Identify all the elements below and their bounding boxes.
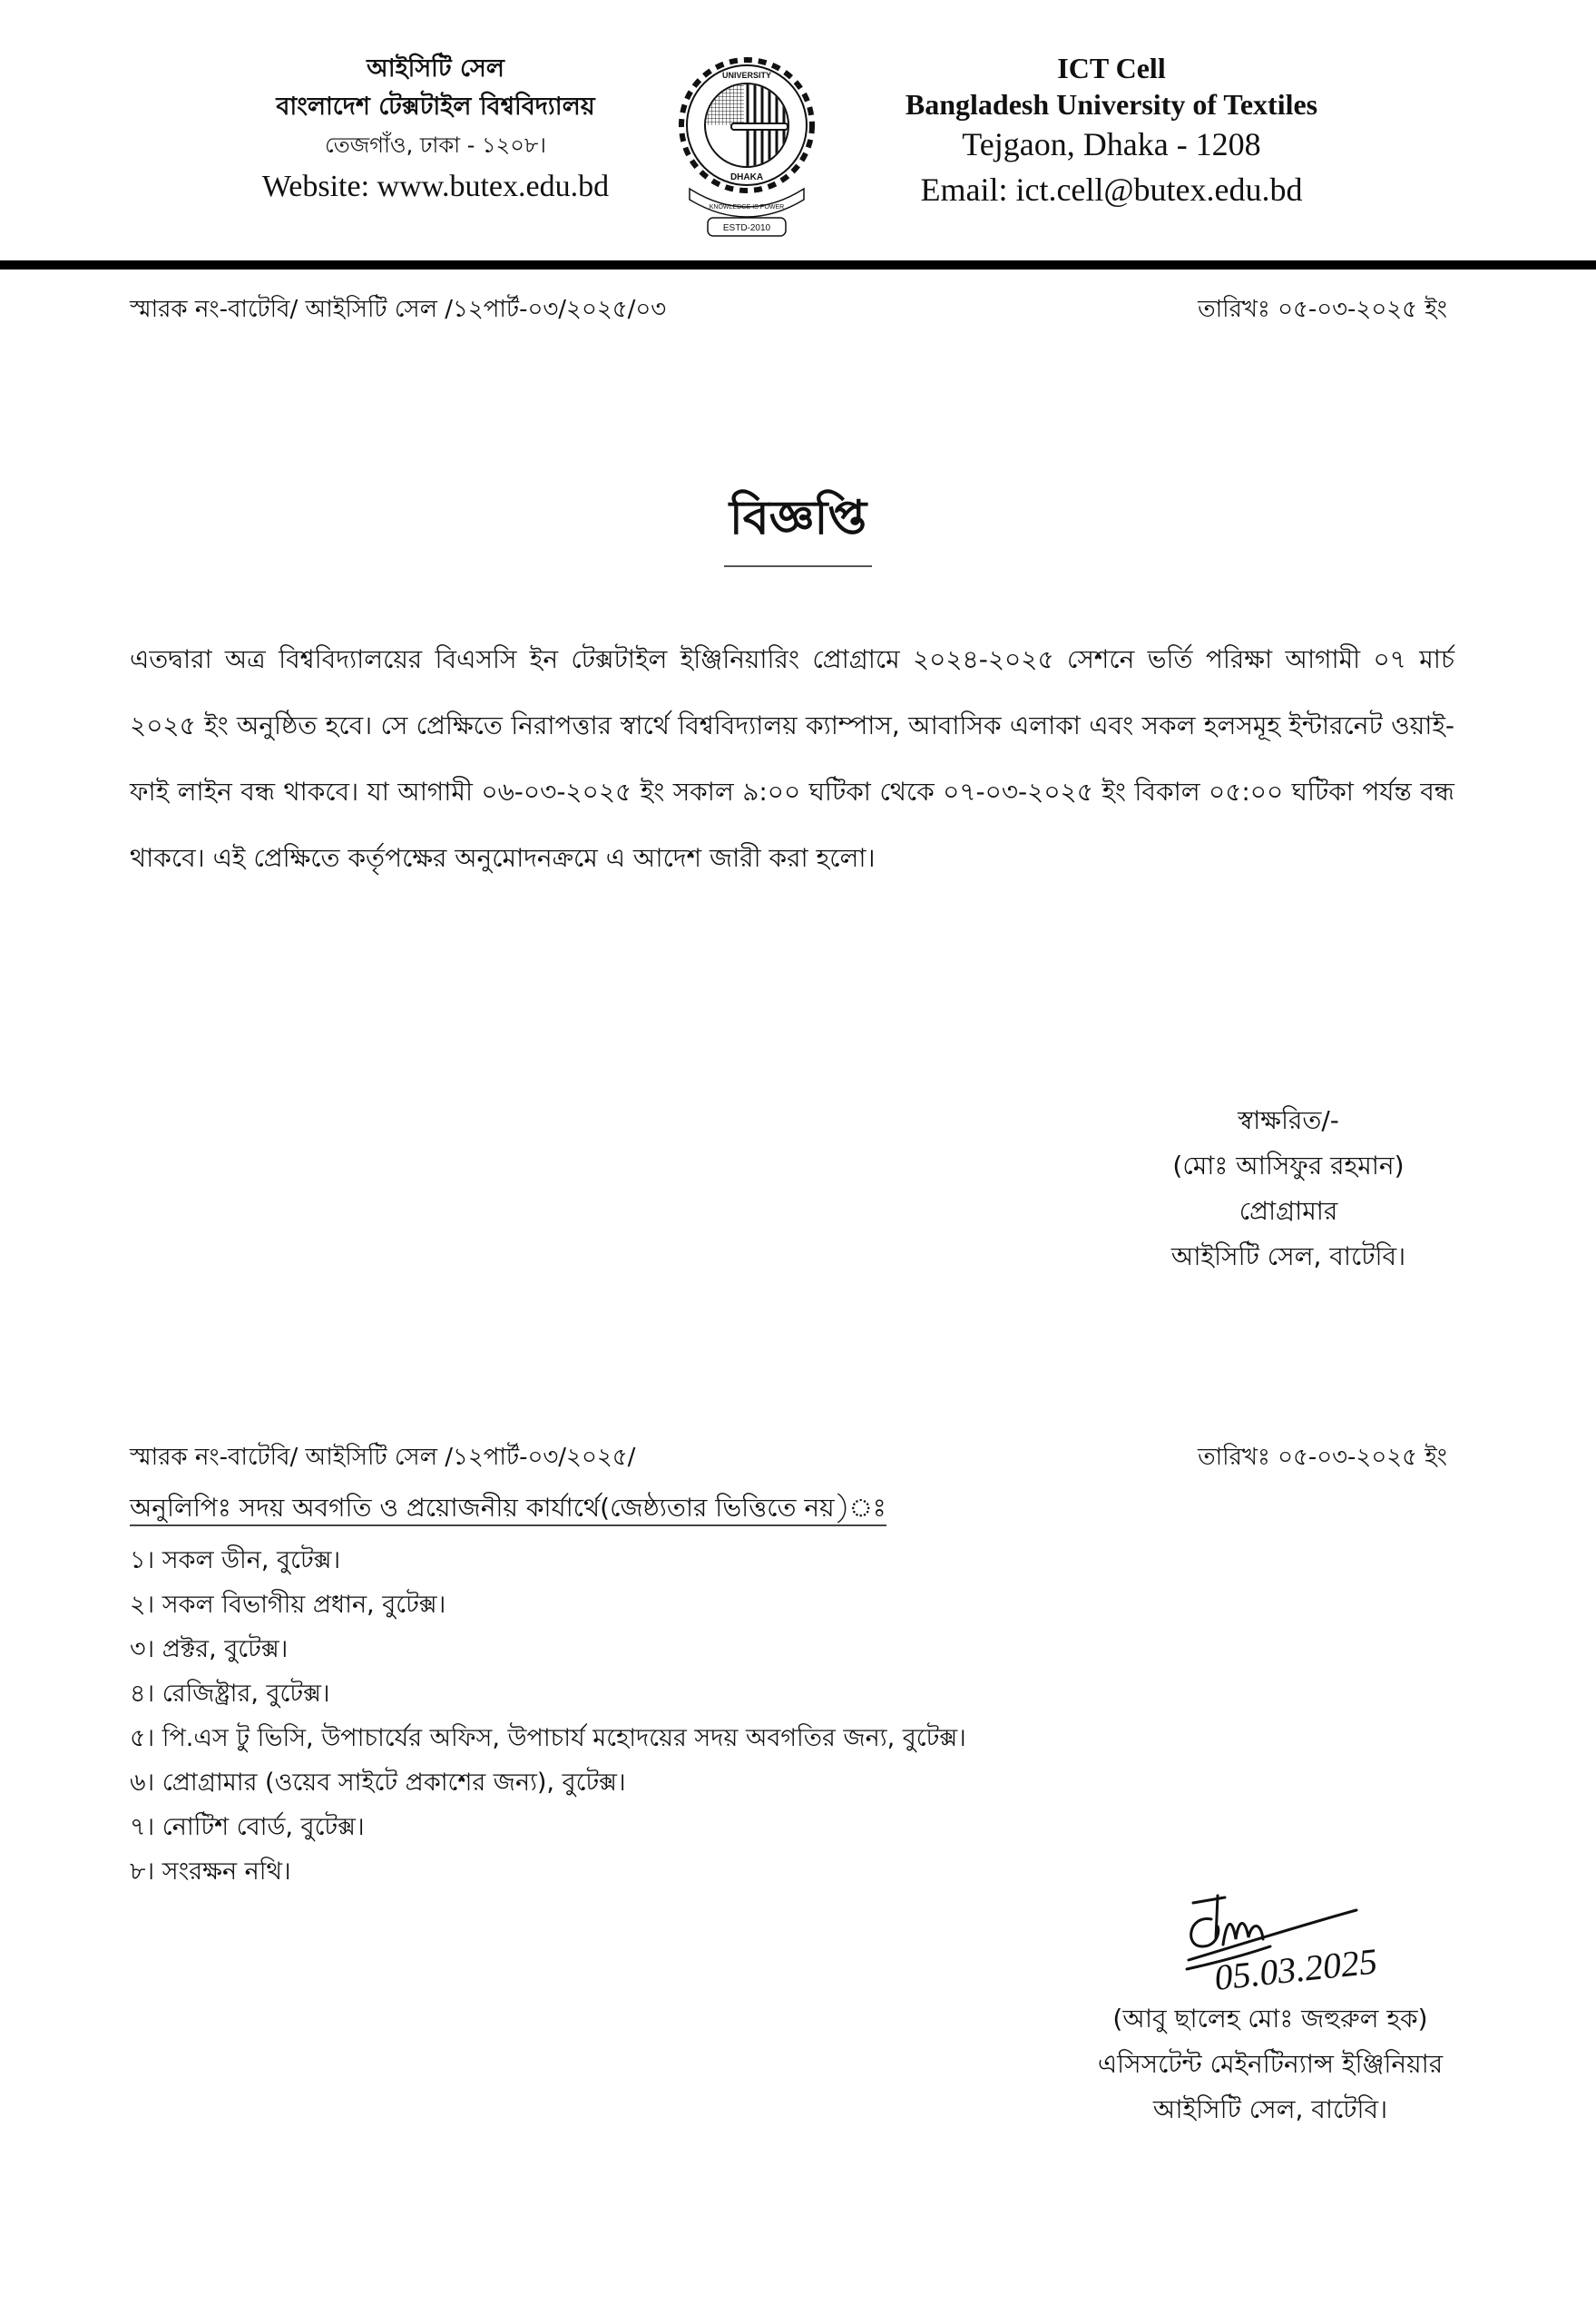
signatory-name-2: (আবু ছালেহ মোঃ জহুরুল হক) — [1112, 2004, 1428, 2034]
memo-date-copy: তারিখঃ ০৫-০৩-২০২৫ ইং — [1198, 1444, 1447, 1471]
university-seal-icon — [679, 53, 815, 243]
signatory-office: আইসিটি সেল, বাটেবি। — [1170, 1241, 1406, 1271]
copies-list-item: ৫। পি.এস টু ভিসি, উপাচার্যের অফিস, উপাচার্য মহোদয়ের সদয় অবগতির জন্য, বুটেক্স। — [130, 1724, 966, 1752]
copies-list — [130, 1538, 966, 1894]
copies-list-item: ৭। নোটিশ বোর্ড, বুটেক্স। — [130, 1813, 365, 1841]
copies-list-item: ৬। প্রোগ্রামার (ওয়েব সাইটে প্রকাশের জন্য), বুটেক্স। — [130, 1769, 626, 1797]
memo-reference-copy: স্মারক নং-বাটেবি/ আইসিটি সেল /১২পার্ট-০৩/২০২৫/ — [130, 1444, 636, 1471]
seal-motto-text: KNOWLEDGE IS POWER — [709, 204, 785, 211]
notice-title-wrap — [0, 481, 1596, 567]
header-address-en: Tejgaon, Dhaka - 1208 — [962, 126, 1261, 162]
copies-heading: অনুলিপিঃ সদয় অবগতি ও প্রয়োজনীয় কার্যার্থে(জেষ্ঠ্যতার ভিত্তিতে নয়)ঃ — [130, 1493, 886, 1526]
handwritten-signature — [1161, 1883, 1470, 2001]
header-divider — [0, 260, 1596, 270]
copies-list-item: ২। সকল বিভাগীয় প্রধান, বুটেক্স। — [130, 1591, 446, 1619]
seal-established-text: ESTD-2010 — [722, 223, 771, 233]
copies-list-item: ৮। সংরক্ষন নথি। — [130, 1857, 291, 1886]
copies-list-item: ৩। প্রক্টর, বুটেক্স। — [130, 1635, 289, 1663]
copies-list-item: ১। সকল ডীন, বুটেক্স। — [130, 1546, 341, 1574]
seal-city-text: DHAKA — [729, 172, 764, 182]
header-office-bn: আইসিটি সেল — [367, 54, 504, 83]
signatory-office-2: আইসিটি সেল, বাটেবি। — [1152, 2094, 1388, 2124]
memo-date: তারিখঃ ০৫-০৩-২০২৫ ইং — [1198, 296, 1447, 323]
copies-list-item: ৪। রেজিষ্ট্রার, বুটেক্স। — [130, 1680, 330, 1708]
signatory-designation: প্রোগ্রামার — [1239, 1196, 1338, 1226]
signature-block-engineer — [1016, 1996, 1524, 2132]
handwritten-date: 05.03.2025 — [1212, 1940, 1379, 1998]
header-university-bn: বাংলাদেশ টেক্সটাইল বিশ্ববিদ্যালয় — [276, 93, 595, 121]
notice-title: বিজ্ঞপ্তি — [724, 481, 872, 567]
header-english-block — [844, 50, 1379, 213]
svg-text:UNIVERSITY: UNIVERSITY — [721, 71, 772, 80]
header-address-bn: তেজগাঁও, ঢাকা - ১২০৮। — [325, 132, 546, 158]
signed-mark: স্বাক্ষরিত/- — [1238, 1105, 1339, 1135]
header-office-en: ICT Cell — [1057, 52, 1166, 84]
memo-reference: স্মারক নং-বাটেবি/ আইসিটি সেল /১২পার্ট-০৩/২০২৫/০৩ — [130, 296, 667, 323]
header-bangla-block — [163, 50, 708, 206]
notice-body: এতদ্বারা অত্র বিশ্ববিদ্যালয়ের বিএসসি ইন টেক্সটাইল ইঞ্জিনিয়ারিং প্রোগ্রামে ২০২৪-২০২৫ সেশনে ভর্তি পরিক্ষা আগামী ০৭ মার্চ ২০২৫ ইং অনুষ্ঠিত হবে। সে প্রেক্ষিতে নিরাপত্তার স্বার্থে বিশ্ববিদ্যালয় ক্যাম্পাস, আবাসিক এলাকা এবং সকল হলসমূহ ইন্টারনেট ওয়াই-ফাই লাইন বন্ধ থাকবে। যা আগামী ০৬-০৩-২০২৫ ইং সকাল ৯:০০ ঘটিকা থেকে ০৭-০৩-২০২৫ ইং বিকাল ০৫:০০ ঘটিকা পর্যন্ত বন্ধ থাকবে। এই প্রেক্ষিতে কর্তৃপক্ষের অনুমোদনক্রমে এ আদেশ জারী করা হলো। — [130, 644, 1454, 873]
copies-heading-wrap — [130, 1488, 886, 1531]
signatory-designation-2: এসিসটেন্ট মেইনটিন্যান্স ইঞ্জিনিয়ার — [1097, 2049, 1444, 2079]
signature-scribble-icon — [1161, 1883, 1470, 2001]
header-website[interactable]: Website: www.butex.edu.bd — [261, 170, 610, 203]
header-university-en: Bangladesh University of Textiles — [905, 88, 1318, 121]
signature-block-programmer — [1089, 1098, 1488, 1279]
signatory-name: (মোঃ আসিফুর রহমান) — [1172, 1151, 1405, 1181]
header-email[interactable]: Email: ict.cell@butex.edu.bd — [920, 172, 1303, 208]
